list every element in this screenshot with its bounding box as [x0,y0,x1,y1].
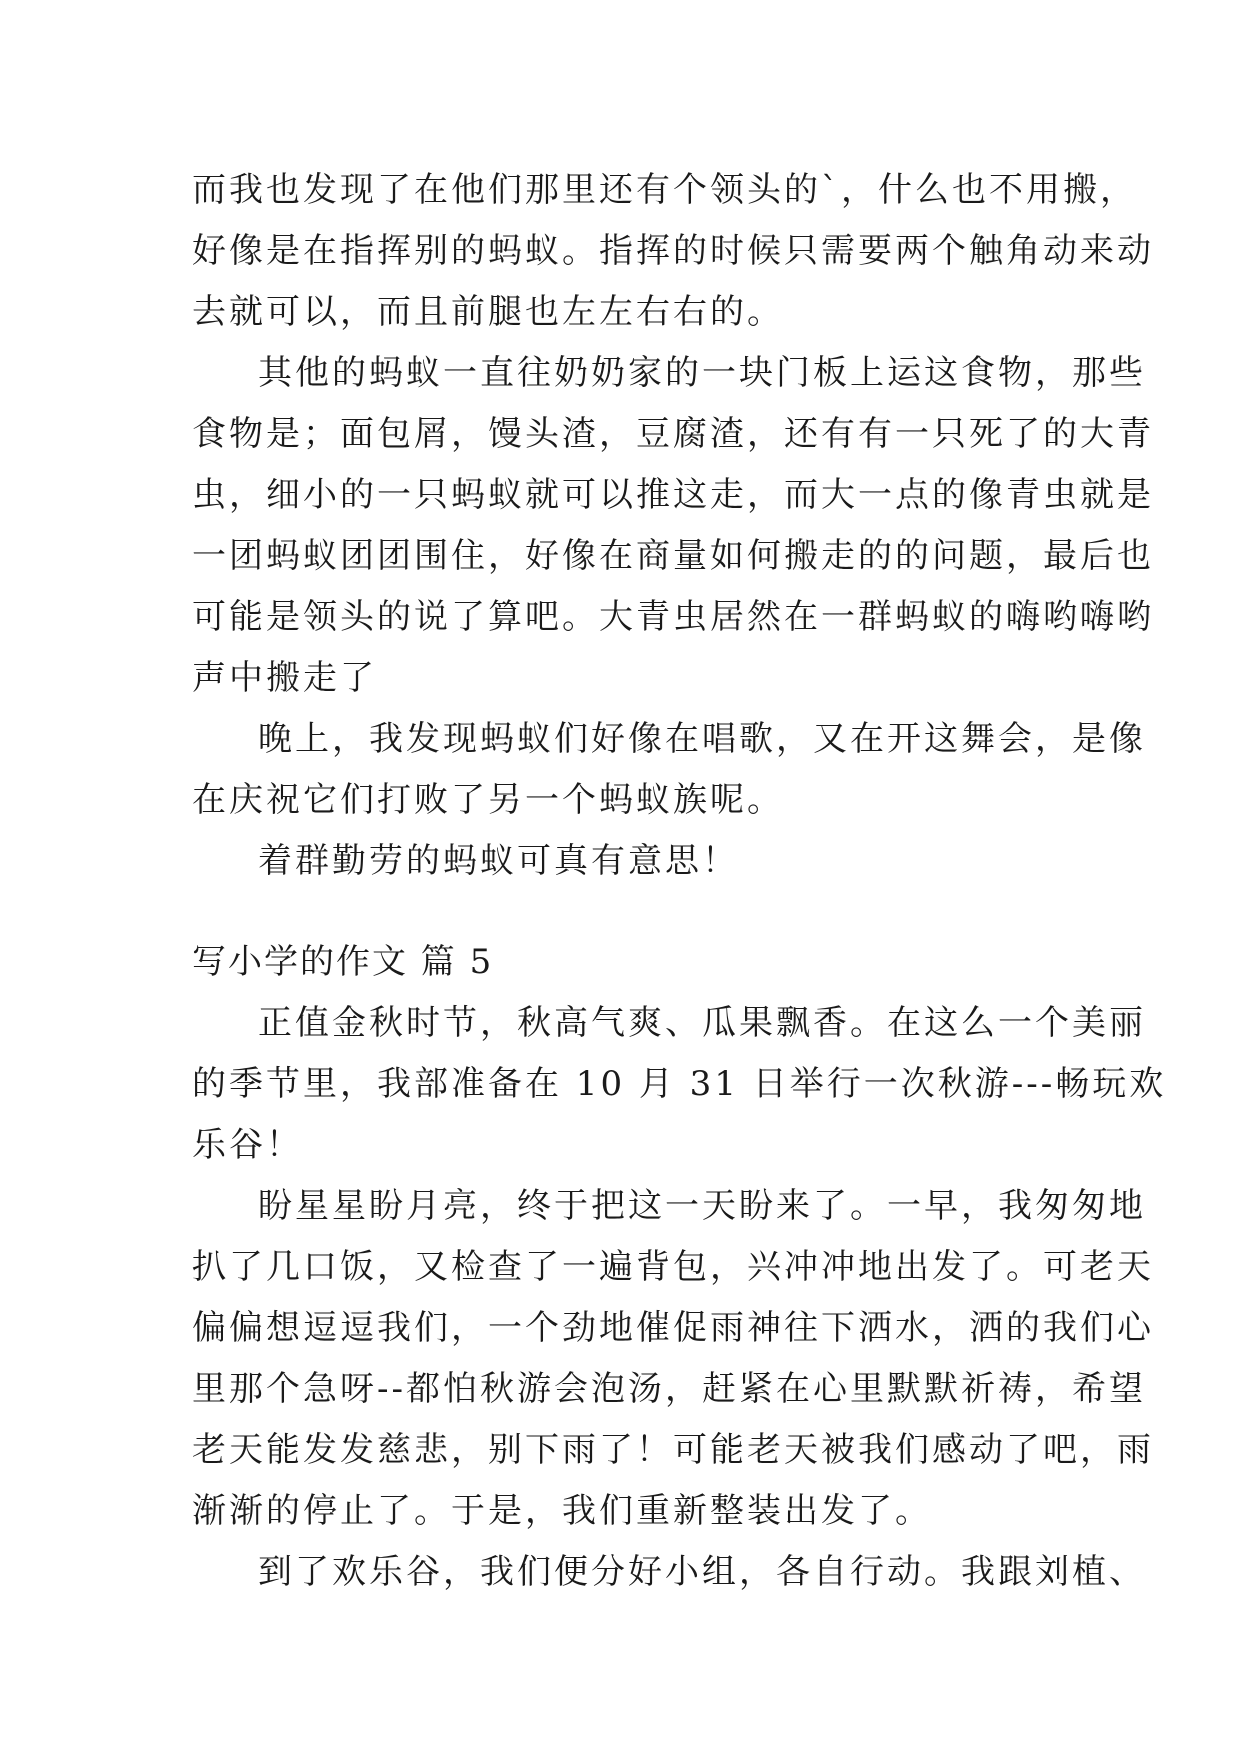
text-line: 虫，细小的一只蚂蚁就可以推这走，而大一点的像青虫就是 [192,475,1154,515]
text-line: 老天能发发慈悲，别下雨了！可能老天被我们感动了吧，雨 [192,1430,1154,1470]
paragraph-start-line: 晚上，我发现蚂蚁们好像在唱歌，又在开这舞会，是像 [258,719,1146,759]
text-line: 扒了几口饭，又检查了一遍背包，兴冲冲地出发了。可老天 [192,1247,1154,1287]
text-line: 声中搬走了 [192,658,377,698]
text-line: 乐谷！ [192,1125,303,1165]
text-line: 食物是；面包屑，馒头渣，豆腐渣，还有有一只死了的大青 [192,414,1154,454]
paragraph-start-line: 正值金秋时节，秋高气爽、瓜果飘香。在这么一个美丽 [258,1003,1146,1043]
text-line: 而我也发现了在他们那里还有个领头的`，什么也不用搬， [192,170,1137,210]
text-line: 去就可以，而且前腿也左左右右的。 [192,292,784,332]
paragraph-start-line: 其他的蚂蚁一直往奶奶家的一块门板上运这食物，那些 [258,353,1146,393]
text-line: 偏偏想逗逗我们，一个劲地催促雨神往下洒水，洒的我们心 [192,1308,1154,1348]
text-line: 在庆祝它们打败了另一个蚂蚁族呢。 [192,780,784,820]
paragraph-start-line: 着群勤劳的蚂蚁可真有意思！ [258,841,739,881]
paragraph-start-line: 盼星星盼月亮，终于把这一天盼来了。一早，我匆匆地 [258,1186,1146,1226]
text-line: 好像是在指挥别的蚂蚁。指挥的时候只需要两个触角动来动 [192,231,1154,271]
paragraph-start-line: 到了欢乐谷，我们便分好小组，各自行动。我跟刘植、 [258,1552,1146,1592]
text-line: 的季节里，我部准备在 10 月 31 日举行一次秋游---畅玩欢 [192,1064,1167,1104]
text-line: 可能是领头的说了算吧。大青虫居然在一群蚂蚁的嗨哟嗨哟 [192,597,1154,637]
section-heading: 写小学的作文 篇 5 [192,942,494,982]
text-line: 一团蚂蚁团团围住，好像在商量如何搬走的的问题，最后也 [192,536,1154,576]
text-line: 渐渐的停止了。于是，我们重新整装出发了。 [192,1491,932,1531]
text-line: 里那个急呀--都怕秋游会泡汤，赶紧在心里默默祈祷，希望 [192,1369,1146,1409]
